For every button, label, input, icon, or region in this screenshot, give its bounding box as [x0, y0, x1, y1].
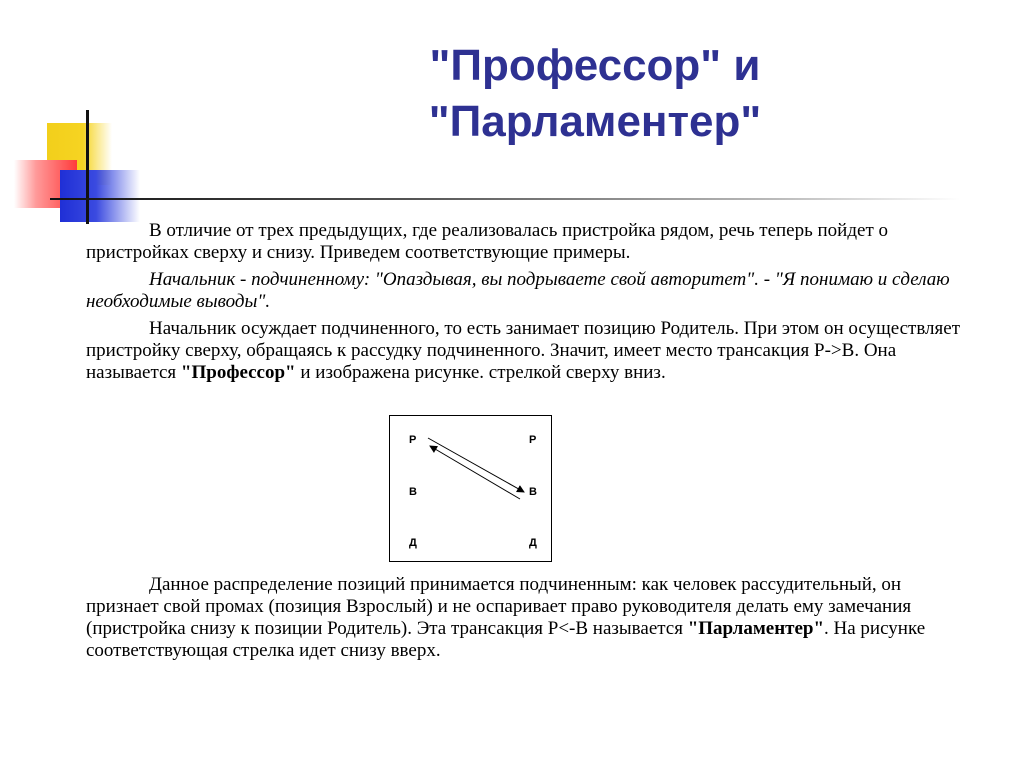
- parlamenter-paragraph: [86, 574, 966, 662]
- professor-text-start: Начальник осуждает подчиненного, то есть занимает позицию Родитель. При этом он осуществляет пристройку сверху, обращаясь к рассудку подчиненного. Значит, имеет место трансакция Р->В. Она называется: [86, 318, 961, 383]
- intro-paragraph: В отличие от трех предыдущих, где реализовалась пристройка рядом, речь теперь пойдет о пристройках сверху и снизу. Приведем соответствующие примеры.: [86, 220, 889, 263]
- professor-text-end: и изображена рисунке. стрелкой сверху вниз.: [295, 362, 666, 383]
- parlamenter-term: "Парламентер": [687, 618, 825, 639]
- professor-paragraph: [86, 318, 966, 384]
- professor-arrow-down: [428, 438, 524, 492]
- decor-horizontal-line: [50, 198, 960, 200]
- right-label-parent: Р: [529, 434, 537, 446]
- right-label-adult: В: [529, 486, 537, 498]
- transaction-diagram: [389, 415, 552, 562]
- slide-body: [86, 220, 966, 389]
- decor-vertical-line: [86, 110, 89, 224]
- left-label-adult: В: [409, 486, 417, 498]
- title-line-1: "Профессор" и: [429, 41, 761, 90]
- parlamenter-text-end: . На рисунке соответствующая стрелка идет снизу вверх.: [86, 618, 926, 661]
- title-line-2: "Парламентер": [428, 97, 762, 146]
- slide-title: [300, 38, 890, 150]
- left-label-child: Д: [409, 537, 417, 549]
- example-quote: Начальник - подчиненному: "Опаздывая, вы подрываете свой авторитет". - "Я понимаю и сделаю необходимые выводы".: [86, 269, 950, 312]
- slide-body-lower: [86, 574, 966, 662]
- right-label-child: Д: [529, 537, 537, 549]
- parlamenter-arrow-up: [430, 446, 520, 499]
- decor-blue-square: [60, 170, 140, 222]
- left-label-parent: Р: [409, 434, 417, 446]
- parlamenter-text-start: Данное распределение позиций принимается подчиненным: как человек рассудительный, он признает свой промах (позиция Взрослый) и не оспаривает право руководителя делать ему замечания (пристройка снизу к позиции Родитель). Эта трансакция Р<-В называется: [86, 574, 912, 639]
- professor-term: "Профессор": [180, 362, 296, 383]
